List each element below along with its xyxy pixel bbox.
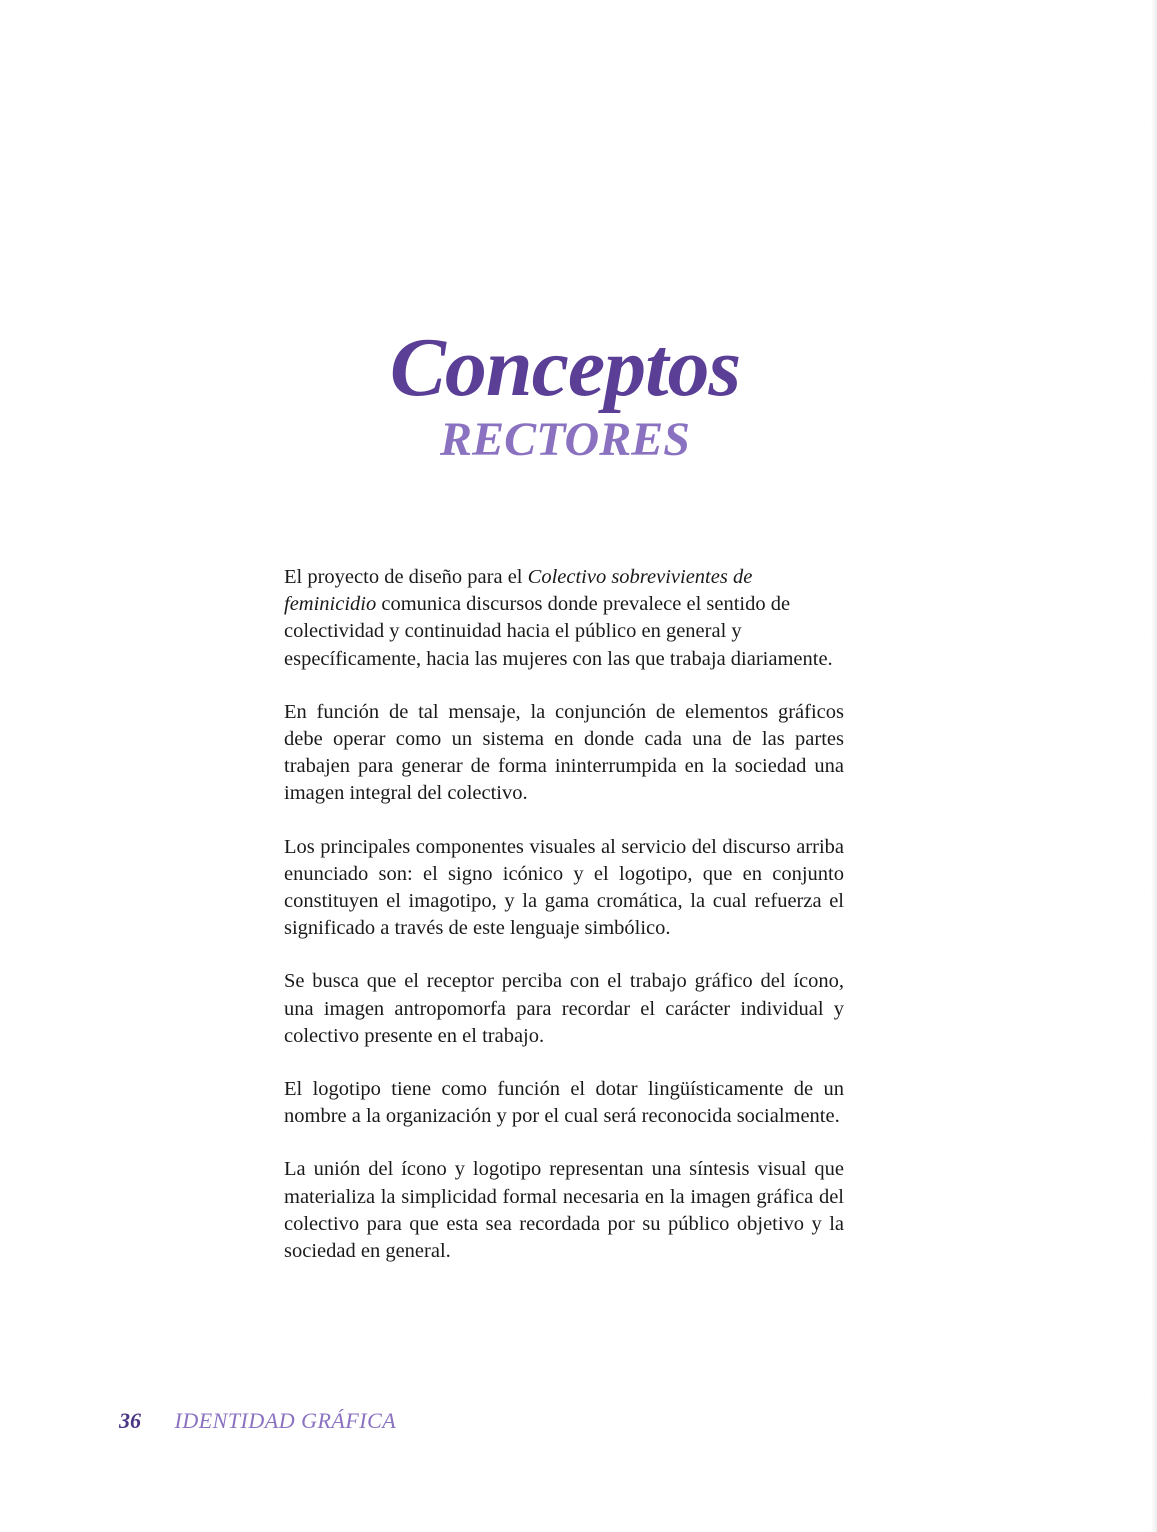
heading-block (0, 318, 1130, 468)
paragraph-4: Se busca que el receptor perciba con el trabajo gráfico del ícono, una imagen antropomorfa para recordar el carácter individual y colectivo presente en el trabajo. (284, 970, 844, 1047)
paragraph-5: El logotipo tiene como función el dotar lingüísticamente de un nombre a la organización y por el cual será reconocida socialmente. (284, 1078, 844, 1128)
paragraph-2: En función de tal mensaje, la conjunción de elementos gráficos debe operar como un sistema en donde cada una de las partes trabajen para generar de forma ininterrumpida en la sociedad una imagen integral del colectivo. (284, 700, 844, 805)
paragraph-1-emphasis: Colectivo sobrevivientes de feminicidio (284, 566, 753, 616)
page-footer (119, 1406, 396, 1436)
paragraph-3: Los principales componentes visuales al servicio del discurso arriba enunciado son: el signo icónico y el logotipo, que en conjunto constituyen el imagotipo, y la gama cromática, la cual refuerza el significado a través de este lenguaje simbólico. (284, 835, 844, 940)
page-subtitle: RECTORES (440, 413, 690, 466)
paragraph-1-start: El proyecto de diseño para el (284, 566, 528, 588)
paragraph-1-end: comunica discursos donde prevalece el sentido de colectividad y continuidad hacia el público en general y específicamente, hacia las mujeres con las que trabaja diariamente. (284, 593, 833, 670)
section-name: IDENTIDAD GRÁFICA (174, 1408, 397, 1433)
page-edge-shadow (1151, 0, 1157, 1532)
paragraph-1 (284, 564, 844, 673)
body-text (284, 564, 844, 1291)
paragraph-6: La unión del ícono y logotipo representan una síntesis visual que materializa la simplicidad formal necesaria en la imagen gráfica del colectivo para que esta sea recordada por su público objetivo y la sociedad en general. (284, 1158, 844, 1263)
page-title: Conceptos (389, 321, 741, 414)
page-number: 36 (119, 1408, 141, 1433)
